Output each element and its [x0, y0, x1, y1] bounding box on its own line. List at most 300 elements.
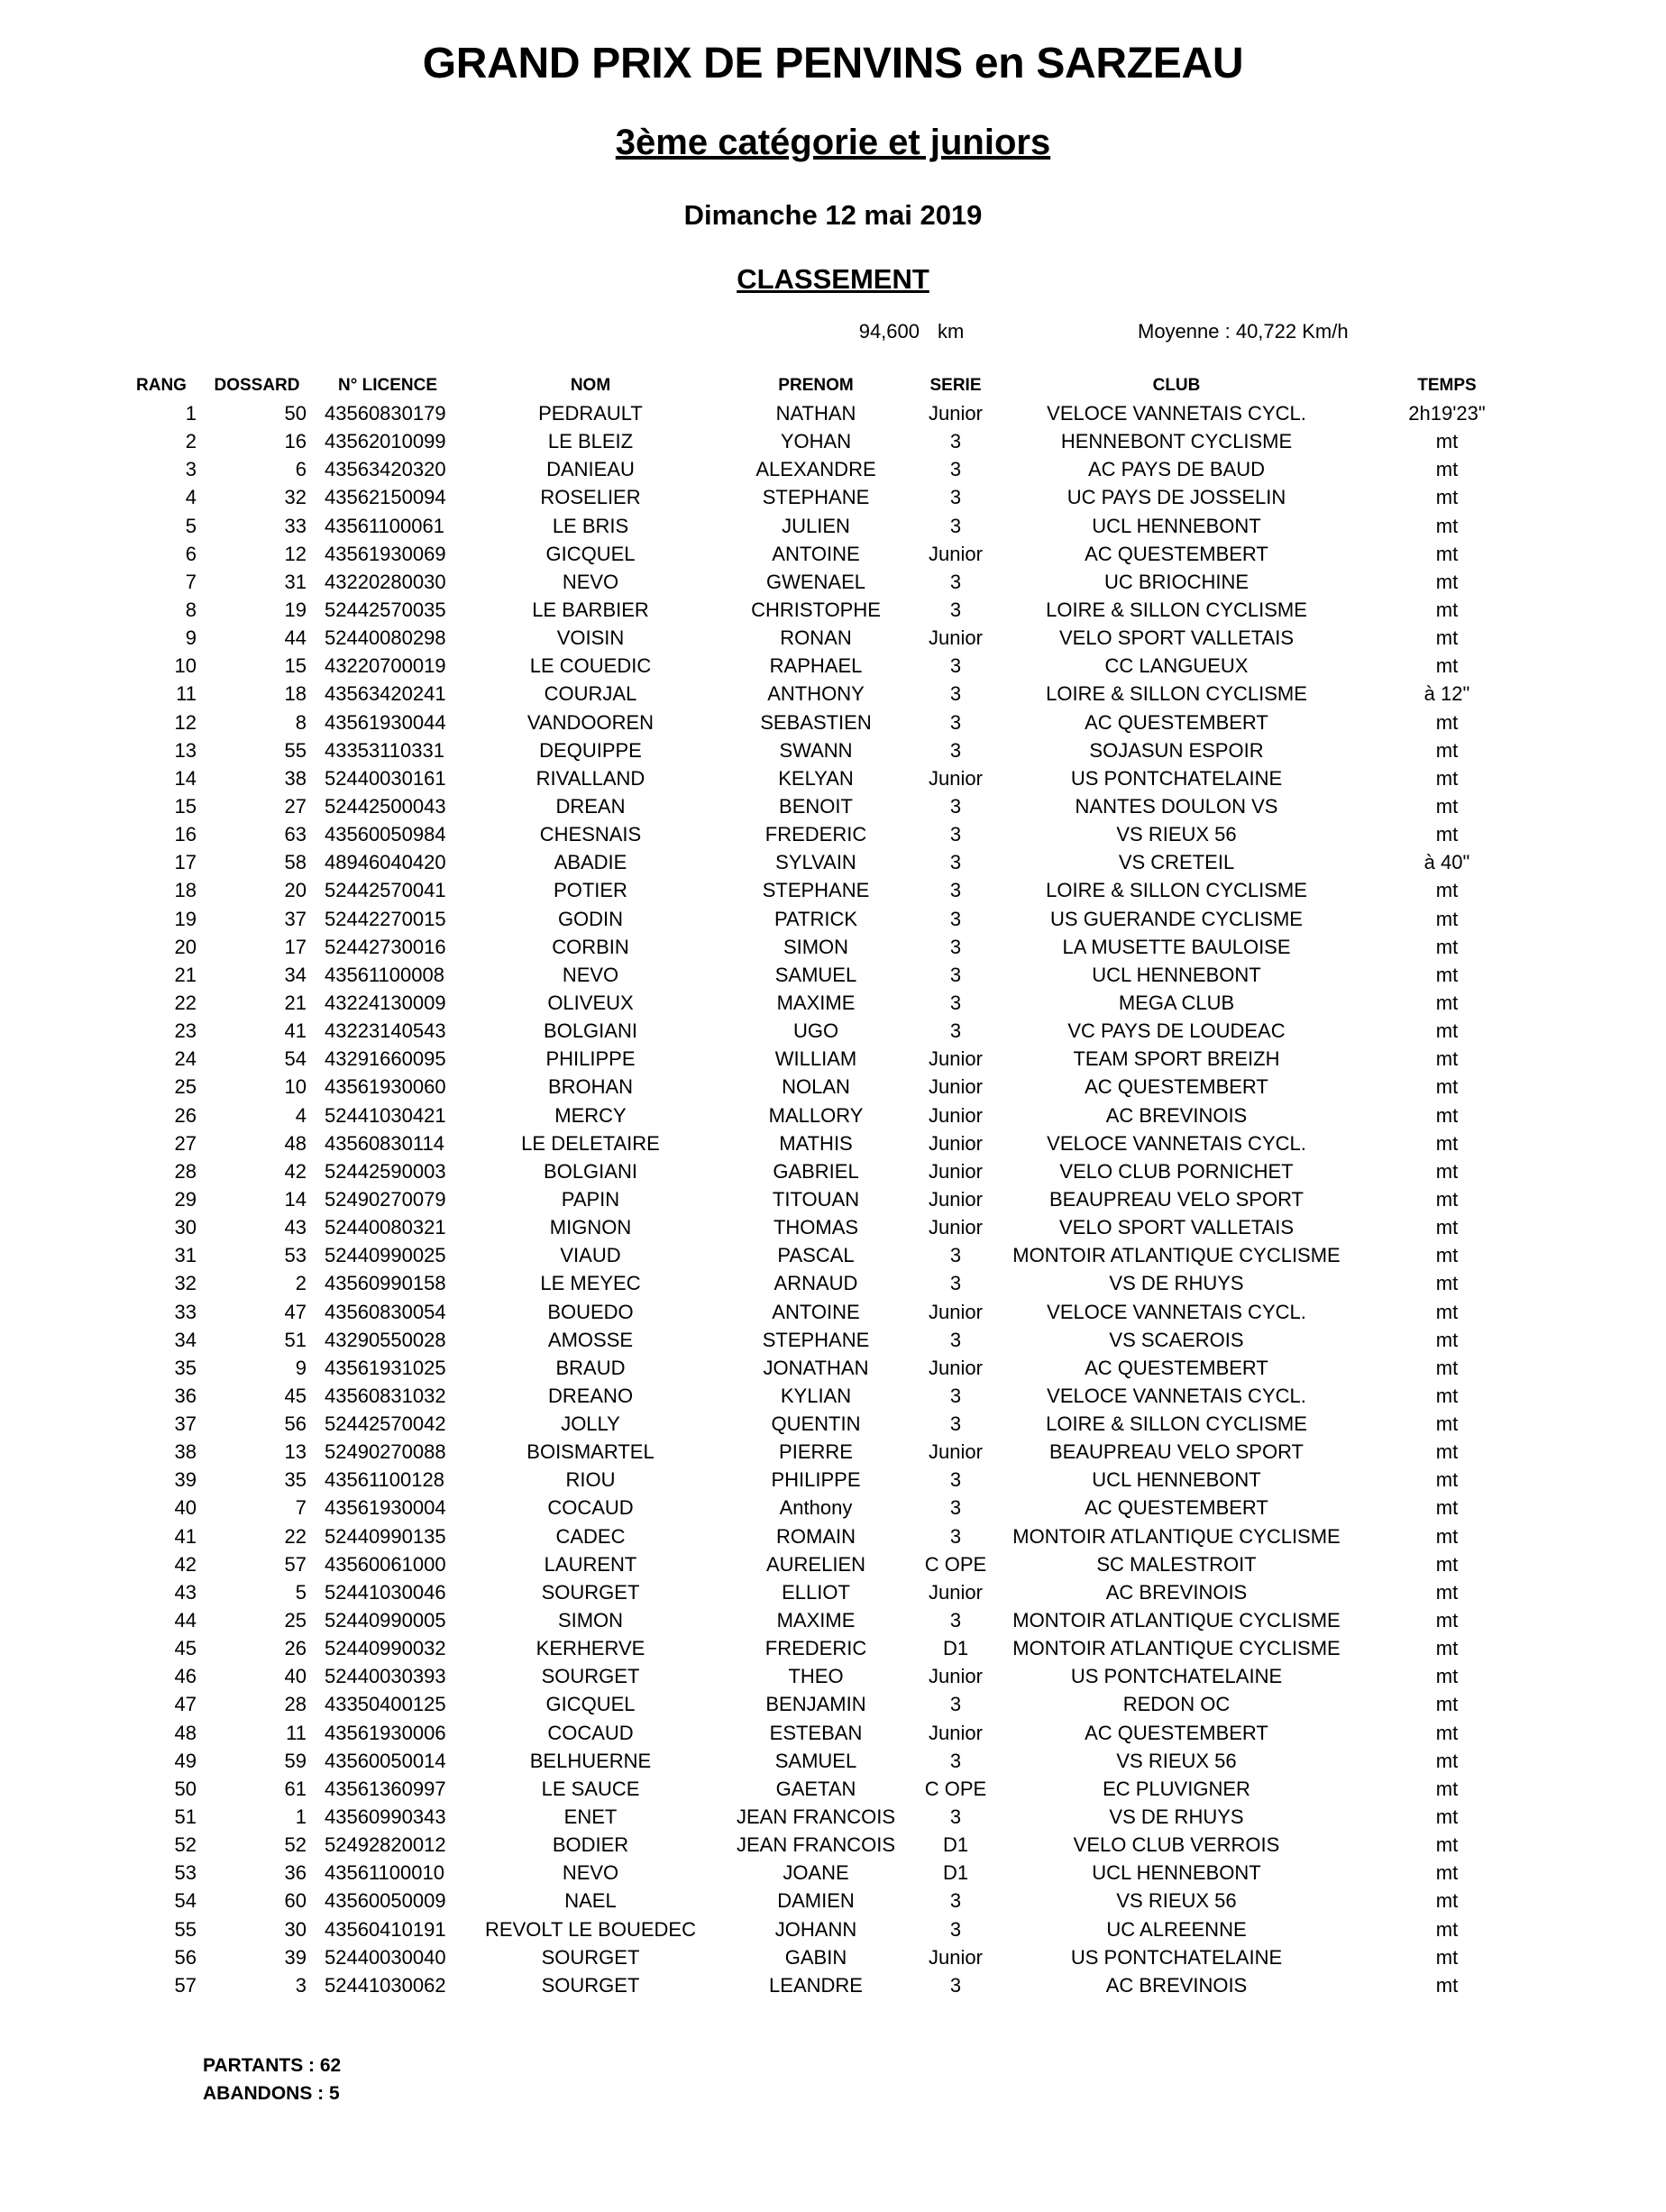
cell-serie: Junior: [929, 1131, 983, 1155]
cell-serie: Junior: [929, 1159, 983, 1183]
cell-prenom: RAPHAEL: [769, 654, 863, 678]
cell-temps: mt: [1435, 626, 1459, 650]
cell-temps: mt: [1435, 1609, 1459, 1632]
cell-temps: mt: [1435, 1805, 1459, 1829]
cell-club: UCL HENNEBONT: [1092, 1468, 1261, 1492]
cell-dossard: 36: [284, 1861, 307, 1885]
cell-serie: 3: [949, 570, 962, 593]
cell-serie: 3: [949, 1973, 962, 1997]
cell-serie: D1: [942, 1637, 969, 1660]
table-row: [0, 1719, 1666, 1747]
cell-serie: 3: [949, 794, 962, 818]
cell-prenom: BENOIT: [779, 794, 853, 818]
cell-nom: RIOU: [565, 1468, 616, 1492]
cell-rang: 54: [174, 1889, 197, 1913]
cell-licence: 43560050984: [325, 823, 446, 846]
cell-rang: 35: [174, 1356, 197, 1379]
cell-club: TEAM SPORT BREIZH: [1073, 1047, 1280, 1071]
cell-nom: NAEL: [564, 1889, 617, 1913]
race-date: Dimanche 12 mai 2019: [683, 199, 983, 231]
cell-club: MEGA CLUB: [1118, 991, 1235, 1014]
cell-nom: LE DELETAIRE: [521, 1131, 660, 1155]
cell-dossard: 56: [284, 1412, 307, 1436]
table-row: [0, 792, 1666, 820]
cell-dossard: 48: [284, 1131, 307, 1155]
cell-serie: Junior: [929, 766, 983, 790]
cell-rang: 47: [174, 1693, 197, 1716]
cell-licence: 43290550028: [325, 1328, 446, 1351]
cell-prenom: MATHIS: [779, 1131, 853, 1155]
cell-dossard: 21: [284, 991, 307, 1014]
cell-prenom: TITOUAN: [772, 1187, 860, 1211]
cell-rang: 27: [174, 1131, 197, 1155]
cell-club: LOIRE & SILLON CYCLISME: [1046, 682, 1307, 706]
table-header: [0, 372, 1666, 399]
cell-dossard: 13: [284, 1440, 307, 1464]
cell-temps: mt: [1435, 907, 1459, 930]
cell-temps: mt: [1435, 458, 1459, 481]
cell-licence: 52440030393: [325, 1665, 446, 1688]
cell-temps: mt: [1435, 1861, 1459, 1885]
cell-serie: 3: [949, 935, 962, 958]
cell-club: VELO CLUB VERROIS: [1073, 1833, 1280, 1857]
cell-nom: CORBIN: [552, 935, 629, 958]
cell-serie: D1: [942, 1833, 969, 1857]
cell-nom: NEVO: [562, 963, 619, 986]
table-row: [0, 1241, 1666, 1269]
cell-temps: mt: [1435, 1580, 1459, 1604]
table-row: [0, 1438, 1666, 1466]
cell-club: VS DE RHUYS: [1109, 1805, 1244, 1829]
cell-prenom: QUENTIN: [771, 1412, 861, 1436]
cell-dossard: 19: [284, 598, 307, 621]
cell-rang: 52: [174, 1833, 197, 1857]
cell-prenom: GAETAN: [775, 1777, 856, 1800]
cell-nom: SOURGET: [541, 1973, 640, 1997]
cell-club: VELOCE VANNETAIS CYCL.: [1047, 1384, 1306, 1407]
cell-prenom: PIERRE: [779, 1440, 853, 1464]
category-subtitle: 3ème catégorie et juniors: [615, 123, 1051, 162]
cell-serie: 3: [949, 851, 962, 874]
cell-dossard: 55: [284, 738, 307, 762]
cell-dossard: 47: [284, 1300, 307, 1323]
cell-nom: BELHUERNE: [529, 1749, 652, 1772]
cell-licence: 43560050009: [325, 1889, 446, 1913]
cell-club: US GUERANDE CYCLISME: [1050, 907, 1303, 930]
cell-nom: ROSELIER: [540, 486, 641, 509]
cell-licence: 52440990135: [325, 1524, 446, 1548]
cell-prenom: NOLAN: [782, 1075, 850, 1099]
cell-prenom: JOANE: [783, 1861, 849, 1885]
cell-nom: JOLLY: [561, 1412, 620, 1436]
cell-temps: mt: [1435, 1973, 1459, 1997]
cell-serie: Junior: [929, 1103, 983, 1127]
cell-nom: BRAUD: [555, 1356, 626, 1379]
cell-serie: Junior: [929, 1721, 983, 1744]
cell-club: VS RIEUX 56: [1116, 823, 1237, 846]
cell-club: MONTOIR ATLANTIQUE CYCLISME: [1012, 1244, 1341, 1267]
cell-temps: mt: [1435, 1637, 1459, 1660]
section-heading: CLASSEMENT: [737, 263, 929, 295]
cell-rang: 23: [174, 1019, 197, 1043]
cell-prenom: Anthony: [779, 1496, 853, 1520]
cell-dossard: 35: [284, 1468, 307, 1492]
cell-dossard: 42: [284, 1159, 307, 1183]
cell-rang: 13: [174, 738, 197, 762]
col-header-prenom: PRENOM: [778, 376, 854, 395]
cell-rang: 44: [174, 1609, 197, 1632]
cell-rang: 48: [174, 1721, 197, 1744]
abandons-count: ABANDONS : 5: [203, 2083, 340, 2104]
table-row: [0, 1129, 1666, 1157]
cell-club: AC PAYS DE BAUD: [1087, 458, 1265, 481]
cell-rang: 10: [174, 654, 197, 678]
cell-rang: 4: [185, 486, 197, 509]
cell-club: VS DE RHUYS: [1109, 1272, 1244, 1295]
cell-nom: LE BARBIER: [532, 598, 649, 621]
cell-serie: Junior: [929, 1665, 983, 1688]
cell-serie: Junior: [929, 1356, 983, 1379]
cell-prenom: YOHAN: [780, 430, 852, 453]
cell-rang: 42: [174, 1552, 197, 1576]
partants-count: PARTANTS : 62: [203, 2055, 342, 2076]
cell-prenom: SYLVAIN: [775, 851, 856, 874]
cell-dossard: 9: [295, 1356, 307, 1379]
cell-club: EC PLUVIGNER: [1103, 1777, 1250, 1800]
cell-prenom: JOHANN: [774, 1917, 857, 1941]
cell-temps: mt: [1435, 514, 1459, 537]
cell-serie: Junior: [929, 1075, 983, 1099]
cell-prenom: GWENAEL: [765, 570, 866, 593]
cell-licence: 43561100008: [325, 963, 444, 986]
cell-nom: COCAUD: [547, 1721, 634, 1744]
table-row: [0, 1578, 1666, 1606]
cell-temps: mt: [1435, 935, 1459, 958]
table-row: [0, 764, 1666, 792]
cell-licence: 52440030040: [325, 1945, 446, 1969]
cell-prenom: MAXIME: [776, 1609, 856, 1632]
cell-prenom: MAXIME: [776, 991, 856, 1014]
cell-club: VS CRETEIL: [1118, 851, 1235, 874]
cell-serie: 3: [949, 1496, 962, 1520]
cell-club: LOIRE & SILLON CYCLISME: [1046, 1412, 1307, 1436]
table-row: [0, 1522, 1666, 1550]
cell-dossard: 39: [284, 1945, 307, 1969]
cell-nom: VANDOOREN: [526, 710, 654, 734]
cell-club: NANTES DOULON VS: [1075, 794, 1278, 818]
cell-prenom: SAMUEL: [774, 1749, 857, 1772]
cell-club: AC QUESTEMBERT: [1085, 1356, 1268, 1379]
cell-licence: 48946040420: [325, 851, 446, 874]
cell-licence: 43561930044: [325, 710, 446, 734]
cell-licence: 43560061000: [325, 1552, 446, 1576]
cell-club: UC BRIOCHINE: [1103, 570, 1250, 593]
cell-temps: mt: [1435, 1159, 1459, 1183]
cell-dossard: 17: [284, 935, 307, 958]
table-row: [0, 483, 1666, 511]
cell-rang: 17: [174, 851, 197, 874]
cell-licence: 43350400125: [325, 1693, 446, 1716]
cell-temps: mt: [1435, 794, 1459, 818]
cell-serie: 3: [949, 1019, 962, 1043]
cell-temps: à 40": [1423, 851, 1470, 874]
table-row: [0, 624, 1666, 652]
cell-prenom: ANTOINE: [772, 1300, 860, 1323]
cell-nom: ENET: [563, 1805, 618, 1829]
cell-nom: DREANO: [547, 1384, 634, 1407]
cell-licence: 43561100010: [325, 1861, 444, 1885]
cell-prenom: PASCAL: [777, 1244, 855, 1267]
cell-temps: mt: [1435, 1693, 1459, 1716]
cell-licence: 43353110331: [325, 738, 444, 762]
cell-temps: mt: [1435, 710, 1459, 734]
cell-club: BEAUPREAU VELO SPORT: [1048, 1440, 1304, 1464]
cell-rang: 37: [174, 1412, 197, 1436]
cell-nom: SOURGET: [541, 1945, 640, 1969]
cell-temps: mt: [1435, 1019, 1459, 1043]
cell-dossard: 14: [284, 1187, 307, 1211]
cell-rang: 30: [174, 1216, 197, 1239]
cell-rang: 7: [185, 570, 197, 593]
cell-rang: 11: [176, 682, 197, 706]
cell-dossard: 10: [284, 1075, 307, 1099]
cell-dossard: 43: [284, 1216, 307, 1239]
cell-dossard: 22: [284, 1524, 307, 1548]
cell-dossard: 44: [284, 626, 307, 650]
cell-nom: RIVALLAND: [536, 766, 645, 790]
col-header-nom: NOM: [570, 376, 611, 395]
cell-serie: Junior: [929, 1580, 983, 1604]
cell-serie: 3: [949, 963, 962, 986]
cell-licence: 52440990005: [325, 1609, 446, 1632]
cell-prenom: JULIEN: [782, 514, 850, 537]
table-row: [0, 1157, 1666, 1185]
cell-licence: 52490270088: [325, 1440, 446, 1464]
cell-temps: mt: [1435, 1468, 1459, 1492]
cell-licence: 43562010099: [325, 430, 446, 453]
cell-dossard: 53: [284, 1244, 307, 1267]
cell-temps: mt: [1435, 570, 1459, 593]
cell-temps: mt: [1435, 1244, 1459, 1267]
cell-nom: VIAUD: [560, 1244, 621, 1267]
cell-temps: mt: [1435, 486, 1459, 509]
cell-rang: 29: [174, 1187, 197, 1211]
cell-serie: Junior: [929, 1300, 983, 1323]
cell-club: AC BREVINOIS: [1105, 1103, 1248, 1127]
cell-dossard: 51: [284, 1328, 307, 1351]
cell-nom: PAPIN: [561, 1187, 620, 1211]
cell-prenom: RONAN: [780, 626, 852, 650]
cell-temps: mt: [1435, 1917, 1459, 1941]
table-row: [0, 736, 1666, 764]
cell-nom: DEQUIPPE: [539, 738, 642, 762]
cell-rang: 28: [174, 1159, 197, 1183]
cell-prenom: JEAN FRANCOIS: [736, 1805, 896, 1829]
cell-nom: LE COUEDIC: [529, 654, 652, 678]
cell-prenom: STEPHANE: [762, 879, 870, 902]
cell-rang: 34: [174, 1328, 197, 1351]
cell-temps: mt: [1435, 1440, 1459, 1464]
cell-rang: 22: [174, 991, 197, 1014]
cell-temps: mt: [1435, 1524, 1459, 1548]
cell-temps: mt: [1435, 879, 1459, 902]
cell-rang: 50: [174, 1777, 197, 1800]
cell-dossard: 31: [284, 570, 307, 593]
cell-club: VELO SPORT VALLETAIS: [1058, 1216, 1295, 1239]
cell-licence: 43560830054: [325, 1300, 446, 1323]
cell-club: AC QUESTEMBERT: [1085, 1075, 1268, 1099]
cell-licence: 52490270079: [325, 1187, 446, 1211]
cell-serie: C OPE: [924, 1777, 987, 1800]
cell-nom: DANIEAU: [546, 458, 635, 481]
cell-prenom: ESTEBAN: [769, 1721, 863, 1744]
cell-prenom: STEPHANE: [762, 486, 870, 509]
cell-rang: 32: [174, 1272, 197, 1295]
cell-licence: 52440990032: [325, 1637, 446, 1660]
table-row: [0, 596, 1666, 624]
cell-dossard: 41: [284, 1019, 307, 1043]
table-row: [0, 1606, 1666, 1634]
cell-nom: DREAN: [555, 794, 626, 818]
cell-club: US PONTCHATELAINE: [1070, 766, 1283, 790]
cell-licence: 43561100061: [325, 514, 444, 537]
cell-rang: 57: [174, 1973, 197, 1997]
cell-prenom: CHRISTOPHE: [751, 598, 881, 621]
table-row: [0, 568, 1666, 596]
table-row: [0, 1494, 1666, 1522]
col-header-club: CLUB: [1152, 376, 1201, 395]
cell-dossard: 30: [284, 1917, 307, 1941]
cell-temps: mt: [1435, 1131, 1459, 1155]
cell-licence: 43561930006: [325, 1721, 446, 1744]
table-row: [0, 1382, 1666, 1410]
table-row: [0, 1915, 1666, 1943]
cell-serie: 3: [949, 991, 962, 1014]
cell-temps: mt: [1435, 1889, 1459, 1913]
cell-licence: 52440080298: [325, 626, 446, 650]
cell-prenom: UGO: [792, 1019, 839, 1043]
cell-licence: 52442590003: [325, 1159, 446, 1183]
cell-temps: mt: [1435, 991, 1459, 1014]
table-row: [0, 708, 1666, 736]
cell-temps: mt: [1435, 1384, 1459, 1407]
cell-prenom: PHILIPPE: [771, 1468, 861, 1492]
cell-licence: 43560990343: [325, 1805, 446, 1829]
cell-club: VELOCE VANNETAIS CYCL.: [1047, 1131, 1306, 1155]
cell-nom: GICQUEL: [545, 542, 636, 565]
cell-club: VS RIEUX 56: [1116, 1889, 1237, 1913]
cell-licence: 43560050014: [325, 1749, 446, 1772]
cell-club: AC QUESTEMBERT: [1085, 1721, 1268, 1744]
cell-prenom: BENJAMIN: [765, 1693, 866, 1716]
table-row: [0, 1073, 1666, 1101]
cell-dossard: 3: [295, 1973, 307, 1997]
cell-licence: 43224130009: [325, 991, 446, 1014]
cell-rang: 33: [174, 1300, 197, 1323]
cell-club: VELO CLUB PORNICHET: [1059, 1159, 1294, 1183]
table-row: [0, 1185, 1666, 1213]
distance-value: 94,600: [858, 320, 920, 343]
cell-licence: 52441030062: [325, 1973, 446, 1997]
page-title: GRAND PRIX DE PENVINS en SARZEAU: [422, 40, 1244, 87]
cell-nom: ABADIE: [554, 851, 627, 874]
cell-licence: 52441030046: [325, 1580, 446, 1604]
cell-serie: 3: [949, 1412, 962, 1436]
cell-serie: Junior: [929, 1945, 983, 1969]
col-header-temps: TEMPS: [1417, 376, 1477, 395]
cell-dossard: 63: [284, 823, 307, 846]
cell-rang: 45: [174, 1637, 197, 1660]
table-row: [0, 989, 1666, 1017]
cell-nom: SOURGET: [541, 1665, 640, 1688]
cell-licence: 52441030421: [325, 1103, 446, 1127]
cell-temps: mt: [1435, 1356, 1459, 1379]
cell-club: AC BREVINOIS: [1105, 1973, 1248, 1997]
cell-rang: 18: [174, 879, 197, 902]
cell-club: US PONTCHATELAINE: [1070, 1945, 1283, 1969]
cell-licence: 52440990025: [325, 1244, 446, 1267]
cell-prenom: ANTHONY: [767, 682, 865, 706]
cell-nom: BODIER: [552, 1833, 629, 1857]
cell-temps: à 12": [1423, 682, 1470, 706]
table-row: [0, 876, 1666, 904]
cell-nom: GODIN: [557, 907, 624, 930]
cell-club: BEAUPREAU VELO SPORT: [1048, 1187, 1304, 1211]
cell-rang: 1: [185, 402, 197, 425]
cell-temps: mt: [1435, 1777, 1459, 1800]
cell-rang: 56: [174, 1945, 197, 1969]
cell-nom: BOUEDO: [547, 1300, 634, 1323]
table-row: [0, 1213, 1666, 1241]
cell-club: AC QUESTEMBERT: [1085, 542, 1268, 565]
cell-licence: 52442570035: [325, 598, 446, 621]
cell-dossard: 33: [284, 514, 307, 537]
cell-serie: 3: [949, 430, 962, 453]
cell-temps: mt: [1435, 654, 1459, 678]
cell-prenom: PATRICK: [774, 907, 858, 930]
table-row: [0, 848, 1666, 876]
cell-club: MONTOIR ATLANTIQUE CYCLISME: [1012, 1524, 1341, 1548]
cell-licence: 52492820012: [325, 1833, 446, 1857]
cell-serie: 3: [949, 598, 962, 621]
table-row: [0, 1045, 1666, 1073]
cell-licence: 43223140543: [325, 1019, 446, 1043]
cell-prenom: SWANN: [779, 738, 853, 762]
cell-serie: 3: [949, 879, 962, 902]
cell-dossard: 2: [295, 1272, 307, 1295]
cell-licence: 43560990158: [325, 1272, 446, 1295]
cell-prenom: THEO: [788, 1665, 844, 1688]
cell-serie: 3: [949, 1244, 962, 1267]
cell-prenom: JEAN FRANCOIS: [736, 1833, 896, 1857]
cell-club: MONTOIR ATLANTIQUE CYCLISME: [1012, 1609, 1341, 1632]
cell-rang: 19: [174, 907, 197, 930]
cell-prenom: THOMAS: [773, 1216, 859, 1239]
cell-rang: 12: [174, 710, 197, 734]
cell-prenom: JONATHAN: [763, 1356, 869, 1379]
cell-licence: 43220280030: [325, 570, 446, 593]
cell-nom: LAURENT: [544, 1552, 637, 1576]
cell-licence: 43220700019: [325, 654, 446, 678]
cell-rang: 31: [174, 1244, 197, 1267]
cell-licence: 43561100128: [325, 1468, 444, 1492]
cell-dossard: 54: [284, 1047, 307, 1071]
cell-rang: 14: [174, 766, 197, 790]
cell-dossard: 8: [295, 710, 307, 734]
table-row: [0, 1017, 1666, 1045]
cell-prenom: KELYAN: [778, 766, 854, 790]
table-row: [0, 1971, 1666, 1999]
